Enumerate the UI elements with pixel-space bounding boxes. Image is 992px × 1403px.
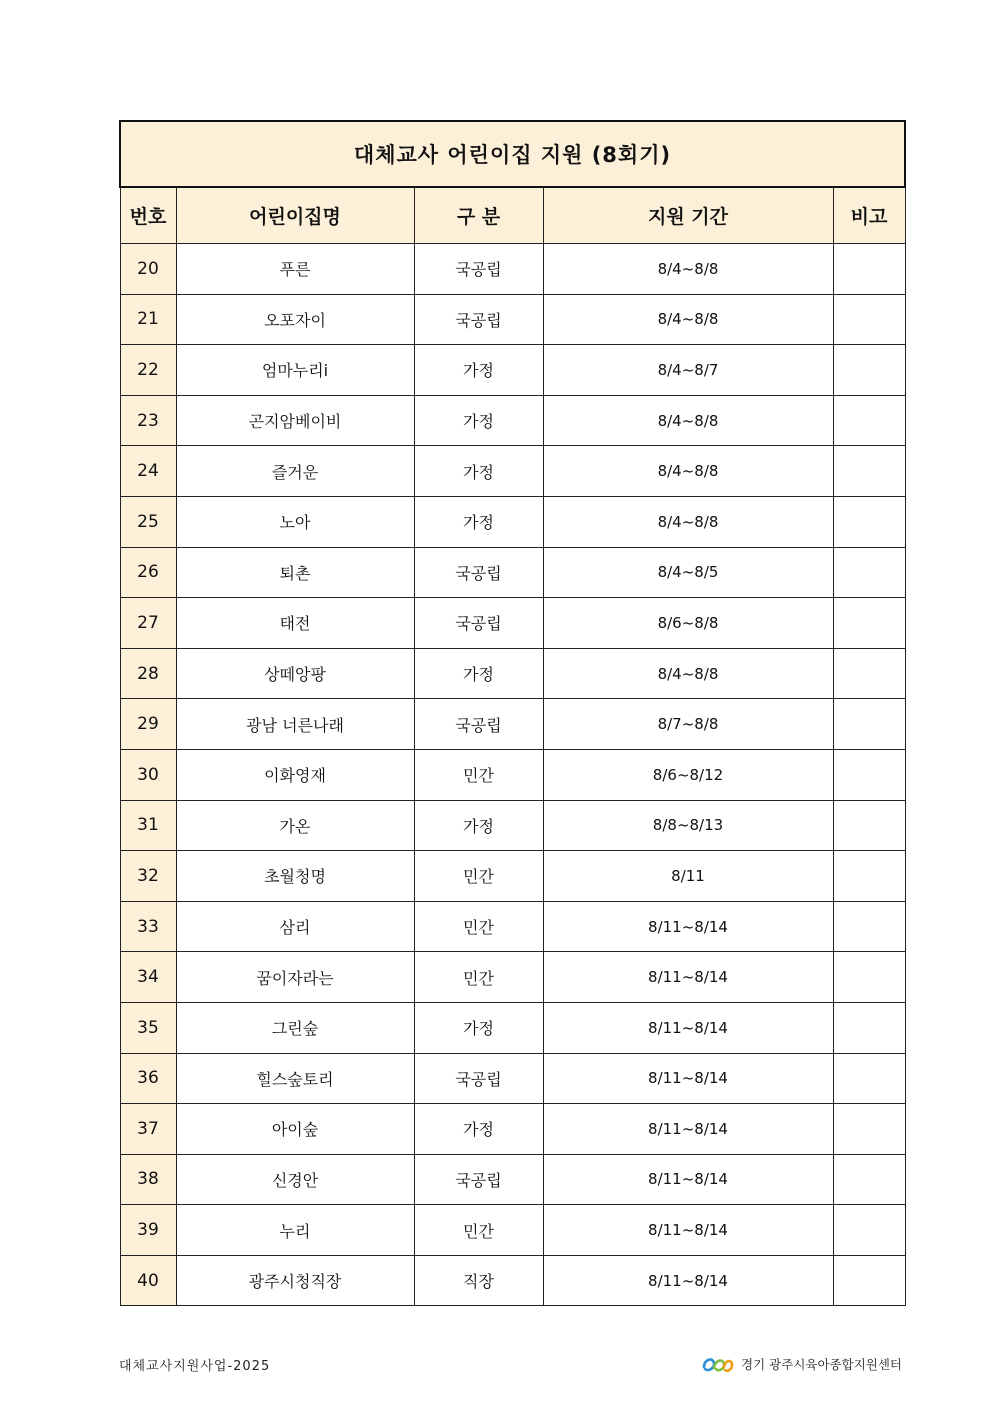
row-note	[833, 901, 905, 952]
row-support-period: 8/11~8/14	[543, 901, 833, 952]
row-daycare-name: 퇴촌	[176, 547, 414, 598]
table-row	[120, 952, 905, 1003]
row-support-period: 8/11~8/14	[543, 1205, 833, 1256]
row-type: 국공립	[414, 598, 543, 649]
row-daycare-name: 푸른	[176, 244, 414, 295]
row-daycare-name: 이화영재	[176, 749, 414, 800]
row-type: 국공립	[414, 699, 543, 750]
row-type: 국공립	[414, 1154, 543, 1205]
row-type: 국공립	[414, 294, 543, 345]
table-row	[120, 1255, 905, 1306]
row-note	[833, 800, 905, 851]
row-number: 21	[120, 294, 176, 345]
row-support-period: 8/4~8/8	[543, 496, 833, 547]
row-daycare-name: 아이숲	[176, 1104, 414, 1155]
header-type: 구 분	[414, 187, 543, 244]
row-note	[833, 244, 905, 295]
row-type: 민간	[414, 952, 543, 1003]
table-row	[120, 1002, 905, 1053]
row-daycare-name: 초월청명	[176, 851, 414, 902]
row-number: 25	[120, 496, 176, 547]
row-daycare-name: 누리	[176, 1205, 414, 1256]
row-number: 29	[120, 699, 176, 750]
header-note: 비고	[833, 187, 905, 244]
table-row	[120, 800, 905, 851]
table-row	[120, 749, 905, 800]
row-note	[833, 496, 905, 547]
row-daycare-name: 삼리	[176, 901, 414, 952]
table-row	[120, 547, 905, 598]
row-type: 가정	[414, 446, 543, 497]
table-title: 대체교사 어린이집 지원 (8회기)	[120, 121, 905, 187]
row-type: 가정	[414, 1002, 543, 1053]
row-daycare-name: 꿈이자라는	[176, 952, 414, 1003]
table-row	[120, 244, 905, 295]
row-type: 민간	[414, 749, 543, 800]
table-row	[120, 1154, 905, 1205]
table-row	[120, 294, 905, 345]
row-type: 직장	[414, 1255, 543, 1306]
row-support-period: 8/4~8/8	[543, 244, 833, 295]
row-number: 24	[120, 446, 176, 497]
table-row	[120, 496, 905, 547]
row-number: 32	[120, 851, 176, 902]
row-note	[833, 851, 905, 902]
row-number: 37	[120, 1104, 176, 1155]
table-row	[120, 901, 905, 952]
row-type: 가정	[414, 345, 543, 396]
row-number: 34	[120, 952, 176, 1003]
row-note	[833, 699, 905, 750]
row-support-period: 8/11~8/14	[543, 1255, 833, 1306]
row-number: 20	[120, 244, 176, 295]
row-daycare-name: 상떼앙팡	[176, 648, 414, 699]
row-daycare-name: 노아	[176, 496, 414, 547]
row-note	[833, 648, 905, 699]
row-note	[833, 1002, 905, 1053]
row-support-period: 8/4~8/7	[543, 345, 833, 396]
row-daycare-name: 광주시청직장	[176, 1255, 414, 1306]
footer-organization	[701, 1353, 902, 1375]
table-row	[120, 851, 905, 902]
row-type: 가정	[414, 1104, 543, 1155]
row-support-period: 8/11~8/14	[543, 952, 833, 1003]
row-daycare-name: 오포자이	[176, 294, 414, 345]
row-note	[833, 294, 905, 345]
table-row	[120, 345, 905, 396]
row-number: 31	[120, 800, 176, 851]
row-note	[833, 749, 905, 800]
row-support-period: 8/6~8/8	[543, 598, 833, 649]
row-note	[833, 1053, 905, 1104]
row-type: 가정	[414, 496, 543, 547]
row-number: 39	[120, 1205, 176, 1256]
row-support-period: 8/4~8/8	[543, 294, 833, 345]
row-support-period: 8/8~8/13	[543, 800, 833, 851]
row-number: 40	[120, 1255, 176, 1306]
row-type: 국공립	[414, 1053, 543, 1104]
footer-program-label: 대체교사지원사업-2025	[119, 1359, 271, 1374]
row-support-period: 8/4~8/8	[543, 395, 833, 446]
row-support-period: 8/11~8/14	[543, 1002, 833, 1053]
row-daycare-name: 태전	[176, 598, 414, 649]
row-support-period: 8/11~8/14	[543, 1154, 833, 1205]
row-note	[833, 547, 905, 598]
row-type: 민간	[414, 851, 543, 902]
row-type: 국공립	[414, 244, 543, 295]
row-support-period: 8/4~8/5	[543, 547, 833, 598]
row-support-period: 8/11~8/14	[543, 1104, 833, 1155]
row-number: 30	[120, 749, 176, 800]
row-number: 23	[120, 395, 176, 446]
header-period: 지원 기간	[543, 187, 833, 244]
row-number: 26	[120, 547, 176, 598]
row-daycare-name: 곤지암베이비	[176, 395, 414, 446]
table-row	[120, 1205, 905, 1256]
row-note	[833, 345, 905, 396]
row-support-period: 8/11	[543, 851, 833, 902]
row-daycare-name: 힐스숲토리	[176, 1053, 414, 1104]
row-number: 38	[120, 1154, 176, 1205]
table-row	[120, 598, 905, 649]
row-type: 국공립	[414, 547, 543, 598]
support-table	[119, 120, 906, 1306]
row-support-period: 8/4~8/8	[543, 446, 833, 497]
row-note	[833, 952, 905, 1003]
row-type: 민간	[414, 1205, 543, 1256]
row-daycare-name: 그린숲	[176, 1002, 414, 1053]
row-daycare-name: 즐거운	[176, 446, 414, 497]
row-number: 22	[120, 345, 176, 396]
row-type: 가정	[414, 648, 543, 699]
header-number: 번호	[120, 187, 176, 244]
row-number: 36	[120, 1053, 176, 1104]
row-daycare-name: 광남 너른나래	[176, 699, 414, 750]
row-note	[833, 1255, 905, 1306]
row-note	[833, 446, 905, 497]
row-support-period: 8/11~8/14	[543, 1053, 833, 1104]
row-support-period: 8/6~8/12	[543, 749, 833, 800]
row-note	[833, 1154, 905, 1205]
row-daycare-name: 엄마누리i	[176, 345, 414, 396]
table-row	[120, 1053, 905, 1104]
row-note	[833, 1205, 905, 1256]
row-note	[833, 395, 905, 446]
table-row	[120, 648, 905, 699]
row-number: 35	[120, 1002, 176, 1053]
row-support-period: 8/4~8/8	[543, 648, 833, 699]
table-row	[120, 395, 905, 446]
header-name: 어린이집명	[176, 187, 414, 244]
row-number: 27	[120, 598, 176, 649]
center-logo-icon	[701, 1353, 735, 1375]
row-note	[833, 598, 905, 649]
row-note	[833, 1104, 905, 1155]
footer-organization-name: 경기 광주시육아종합지원센터	[741, 1357, 902, 1372]
row-type: 민간	[414, 901, 543, 952]
row-daycare-name: 가온	[176, 800, 414, 851]
table-row	[120, 446, 905, 497]
row-type: 가정	[414, 800, 543, 851]
row-number: 28	[120, 648, 176, 699]
row-type: 가정	[414, 395, 543, 446]
table-row	[120, 1104, 905, 1155]
row-support-period: 8/7~8/8	[543, 699, 833, 750]
table-row	[120, 699, 905, 750]
row-number: 33	[120, 901, 176, 952]
row-daycare-name: 신경안	[176, 1154, 414, 1205]
